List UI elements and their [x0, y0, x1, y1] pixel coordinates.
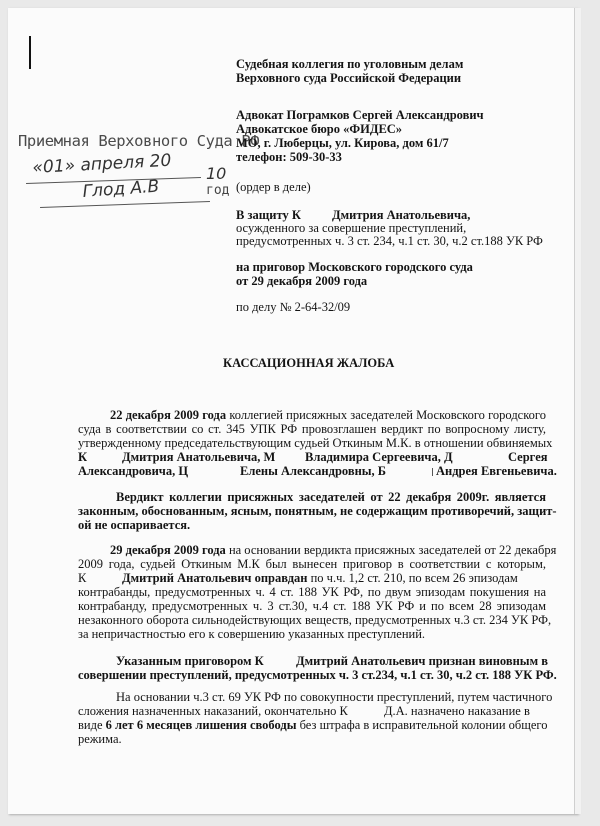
- advocate-name: Адвокат Пограмков Сергей Александрович: [236, 108, 484, 122]
- page-edge: [574, 8, 581, 814]
- defense-line3: предусмотренных ч. 3 ст. 234, ч.1 ст. 30, ч.2 ст.188 УК РФ: [236, 234, 543, 248]
- hand-mark: [29, 36, 31, 69]
- p2-line2: законным, обоснованным, ясным, понятным, не содержащим противоречий, защит-: [78, 504, 557, 518]
- p3-line1-rest: на основании вердикта присяжных заседателей от 22 декабря: [225, 543, 557, 557]
- stamp-year-hand: 10: [206, 164, 227, 183]
- p5-line4: режима.: [78, 732, 122, 746]
- p3-line2: 2009 года, судьей Откиным М.К был вынесен приговор в соответствии с которым,: [78, 557, 546, 571]
- p5-line3: [78, 718, 547, 732]
- p3-line3: [122, 571, 518, 585]
- addressee-line1: Судебная коллегия по уголовным делам: [236, 57, 464, 71]
- p1-line5-c: Андрея Евгеньевича.: [436, 464, 557, 478]
- p1-date: 22 декабря 2009 года: [110, 408, 227, 422]
- p5-line2-a: сложения назначенных наказаний, окончательно К: [78, 704, 348, 718]
- p1-line4-c: Владимира Сергеевича, Д: [305, 450, 453, 464]
- defense-line1-a: В защиту К: [236, 208, 301, 222]
- case-number: по делу № 2-64-32/09: [236, 300, 351, 314]
- p1-line4-b: Дмитрия Анатольевича, М: [122, 450, 276, 464]
- defense-line1-b: Дмитрия Анатольевича,: [332, 208, 471, 222]
- p5-line3-rest: без штрафа в исправительной колонии общего: [296, 718, 548, 732]
- p2-line1: Вердикт коллегии присяжных заседателей от 22 декабря 2009г. является: [116, 490, 546, 504]
- stamp-title: Приемная Верховного Суда РФ: [18, 132, 260, 150]
- addressee-line2: Верховного суда Российской Федерации: [236, 71, 462, 85]
- p3-line1: [110, 543, 557, 557]
- p1-line4-d: Сергея: [508, 450, 548, 464]
- p3-line4: контрабанды, предусмотренных ч. 4 ст. 188 УК РФ, по двум эпизодам покушения на: [78, 585, 546, 599]
- p1-line1-rest: коллегией присяжных заседателей Московского городского: [226, 408, 546, 422]
- p1-line4-a: К: [78, 450, 88, 464]
- p4-line2: совершении преступлений, предусмотренных ч. 3 ст.234, ч.1 ст. 30, ч.2 ст. 188 УК РФ.: [78, 668, 557, 682]
- stamp-year: [206, 164, 240, 198]
- advocate-phone: телефон: 509-30-33: [236, 150, 342, 164]
- stamp-date: «01» апреля 20: [32, 150, 172, 178]
- advocate-bureau: Адвокатское бюро «ФИДЕС»: [236, 122, 403, 136]
- reception-stamp: [18, 132, 260, 212]
- p5-line2-b: Д.А. назначено наказание в: [384, 704, 530, 718]
- p3-line3-rest: по ч.ч. 1,2 ст. 210, по всем 26 эпизодам: [307, 571, 518, 585]
- document-title: КАССАЦИОННАЯ ЖАЛОБА: [223, 356, 395, 370]
- p1-line5-a: Александровича, Ц: [78, 464, 189, 478]
- p5-sentence: 6 лет 6 месяцев лишения свободы: [105, 718, 297, 732]
- advocate-address: МО, г. Люберцы, ул. Кирова, дом 61/7: [236, 136, 449, 150]
- verdict-ref-line2: от 29 декабря 2009 года: [236, 274, 368, 288]
- p5-line3-a: виде: [78, 718, 106, 732]
- stamp-sign-underline: [40, 201, 210, 208]
- p1-line3: утвержденному председательствующим судьей Откиным М.К. в отношении обвиняемых: [78, 436, 553, 450]
- p4-line1-a: Указанным приговором К: [116, 654, 264, 668]
- p3-line7: за непричастностью его к совершению указанных преступлений.: [78, 627, 426, 641]
- p3-line3-a: К: [78, 571, 87, 585]
- p3-acquitted: Дмитрий Анатольевич оправдан: [122, 571, 308, 585]
- stamp-signature: Глод А.В: [82, 176, 160, 202]
- defense-line2: осужденного за совершение преступлений,: [236, 221, 467, 235]
- order-note: (ордер в деле): [236, 180, 311, 194]
- redaction-mark: [432, 468, 433, 476]
- p3-line6: незаконного оборота сильнодействующих веществ, предусмотренных ч.3 ст. 234 УК РФ,: [78, 613, 552, 627]
- stamp-year-suffix: год: [206, 183, 230, 198]
- verdict-ref-line1: на приговор Московского городского суда: [236, 260, 473, 274]
- p1-line2: суда в соответствии со ст. 345 УПК РФ провозглашен вердикт по вопросному листу,: [78, 422, 546, 436]
- p5-line1: На основании ч.3 ст. 69 УК РФ по совокупности преступлений, путем частичного: [116, 690, 553, 704]
- p1-line5-b: Елены Александровны, Б: [240, 464, 387, 478]
- p1-line1: [110, 408, 546, 422]
- p3-line5: контрабанду, предусмотренных ч. 3 ст.30, ч.4 ст. 188 УК РФ и по всем 28 эпизодам: [78, 599, 546, 613]
- p2-line3: ой не оспаривается.: [78, 518, 191, 532]
- p4-line1-b: Дмитрий Анатольевич признан виновным в: [296, 654, 548, 668]
- p3-date: 29 декабря 2009 года: [110, 543, 226, 557]
